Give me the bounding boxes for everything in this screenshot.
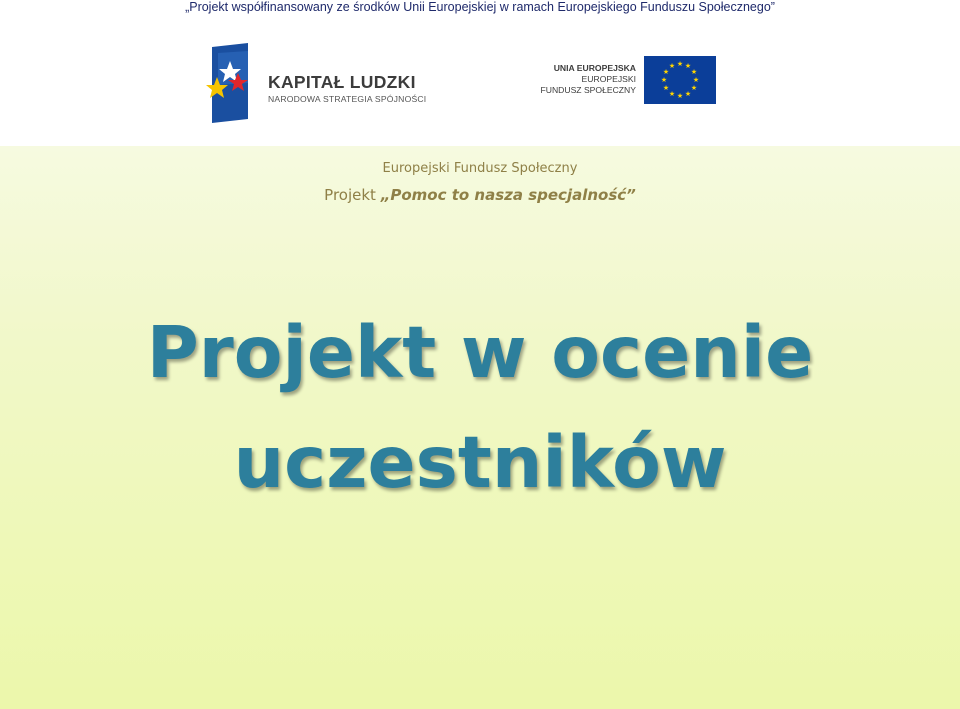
svg-text:★: ★ <box>684 62 692 70</box>
svg-text:★: ★ <box>662 84 670 92</box>
kapital-ludzki-logo <box>204 43 444 123</box>
project-line <box>0 186 960 204</box>
eu-logo-line1: UNIA EUROPEJSKA <box>553 63 636 73</box>
eu-logo-line2: EUROPEJSKI <box>581 73 636 84</box>
svg-text:★: ★ <box>668 62 676 70</box>
svg-text:★: ★ <box>676 60 684 68</box>
svg-text:★: ★ <box>684 90 692 98</box>
kapital-ludzki-emblem-icon <box>204 43 254 123</box>
slide-title-line2: uczestników <box>233 421 727 504</box>
cofinancing-note: „Projekt współfinansowany ze środków Unii Europejskiej w ramach Europejskiego Funduszu Społecznego” <box>185 0 775 14</box>
eu-logo-line3: FUNDUSZ SPOŁECZNY <box>540 84 636 95</box>
slide-title-line1: Projekt w ocenie <box>146 311 814 394</box>
svg-text:★: ★ <box>690 84 698 92</box>
logo-band <box>0 18 960 146</box>
eu-flag-icon <box>644 56 716 104</box>
slide-title <box>0 298 960 518</box>
fund-name: Europejski Fundusz Społeczny <box>382 161 578 176</box>
kapital-ludzki-title: KAPITAŁ LUDZKI <box>268 72 416 92</box>
svg-text:★: ★ <box>662 68 670 76</box>
svg-text:★: ★ <box>676 92 684 100</box>
svg-text:★: ★ <box>668 90 676 98</box>
kapital-ludzki-subtitle: NARODOWA STRATEGIA SPÓJNOŚCI <box>268 94 427 104</box>
slide-body <box>0 146 960 709</box>
project-prefix: Projekt <box>324 186 381 204</box>
eu-logo-text <box>541 63 637 95</box>
project-name: „Pomoc to nasza specjalność” <box>380 186 636 204</box>
svg-text:★: ★ <box>690 68 698 76</box>
svg-text:★: ★ <box>660 76 668 84</box>
eu-logo <box>536 56 718 106</box>
svg-text:★: ★ <box>692 76 700 84</box>
